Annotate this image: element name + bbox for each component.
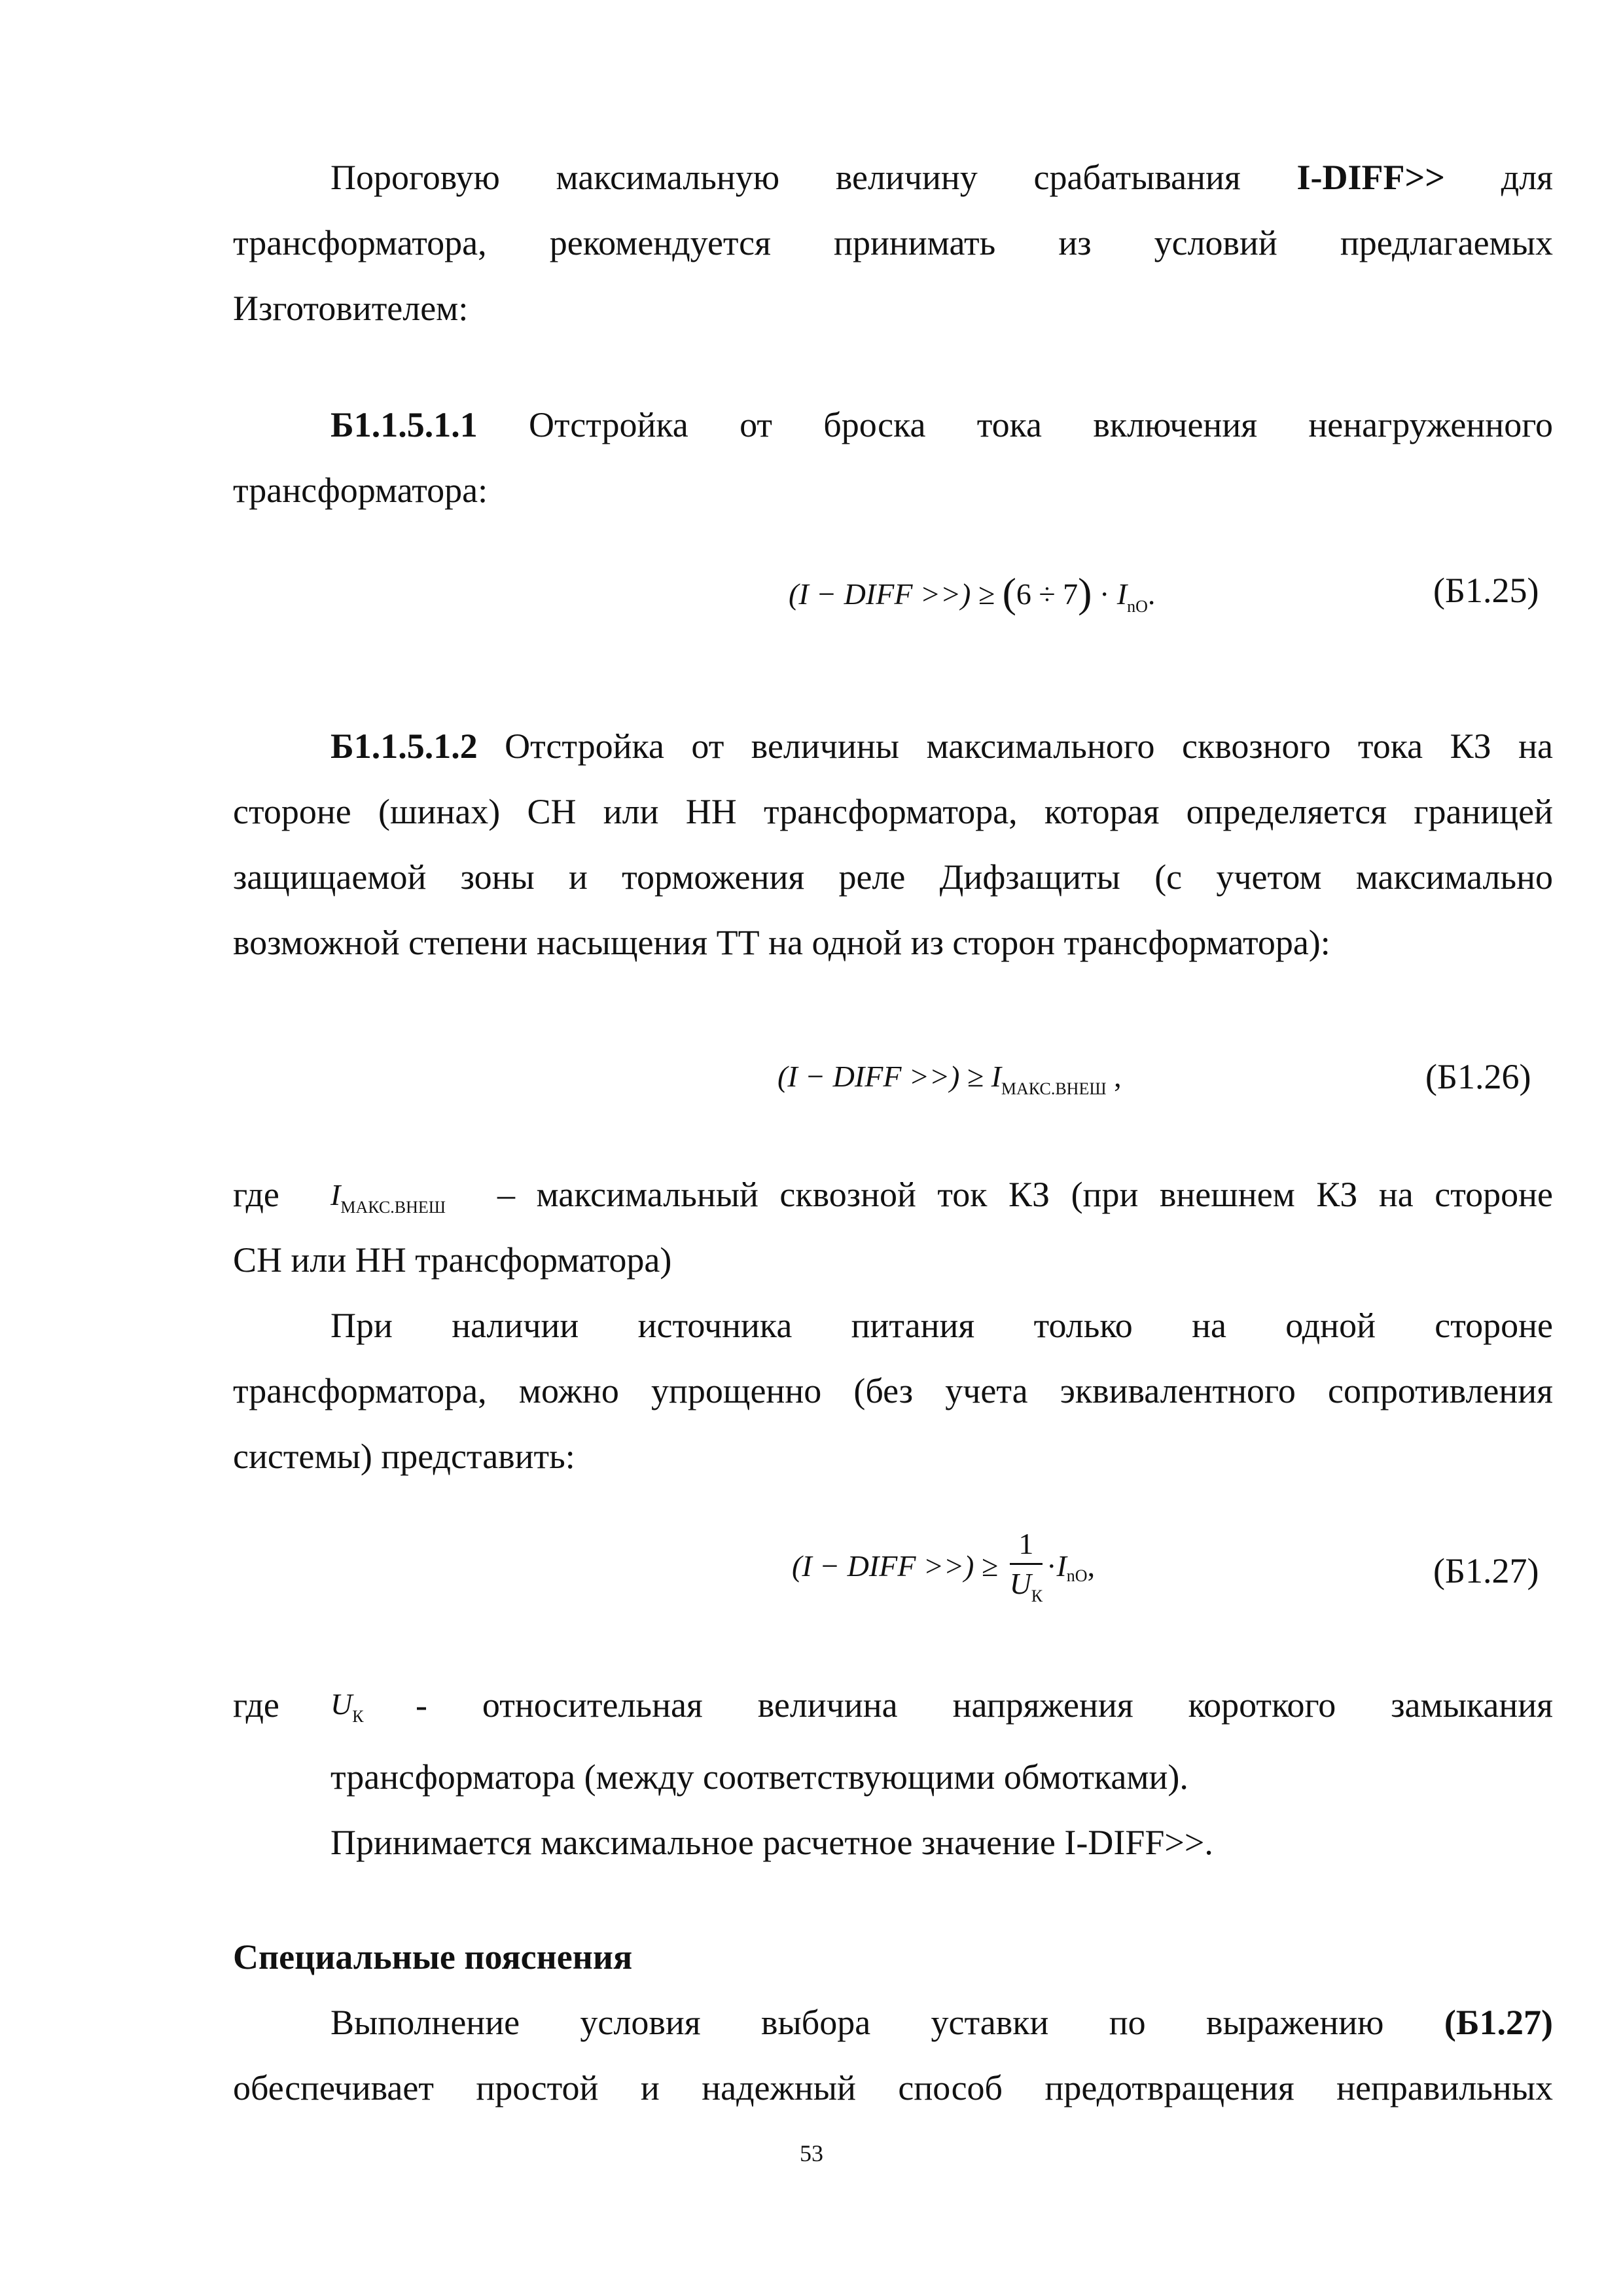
equation-b1-25-tail: . bbox=[1147, 577, 1156, 611]
paragraph-2-line-3: системы) представить: bbox=[233, 1437, 575, 1476]
section-1-number: Б1.1.5.1.1 bbox=[330, 405, 478, 444]
paragraph-1-text-c: для bbox=[1445, 158, 1554, 197]
equation-b1-27-fraction bbox=[1010, 1525, 1043, 1607]
where-2-voltage: U bbox=[330, 1687, 353, 1721]
paragraph-1-line-3: Изготовителем: bbox=[233, 289, 469, 328]
where-1-label: где bbox=[233, 1175, 279, 1214]
equation-b1-27-number: (Б1.27) bbox=[1433, 1551, 1539, 1590]
section-2-line-3: защищаемой зоны и торможения реле Дифзащиты (с учетом максимально bbox=[233, 857, 1553, 897]
special-line-1-text: Выполнение условия выбора уставки по выражению bbox=[330, 2003, 1384, 2042]
where-2-line-2: трансформатора (между соответствующими обмотками). bbox=[330, 1757, 1188, 1797]
equation-b1-26-current: I bbox=[991, 1060, 1001, 1093]
equation-b1-27-den-subscript: К bbox=[1031, 1587, 1043, 1605]
equation-b1-27-subscript: nO bbox=[1066, 1566, 1088, 1585]
paragraph-1-text-a: Пороговую максимальную величину срабатывания bbox=[330, 158, 1297, 197]
equation-b1-26-lhs: (I − DIFF >>) ≥ bbox=[777, 1060, 991, 1093]
equation-b1-27-dot: · bbox=[1046, 1549, 1057, 1583]
equation-b1-26 bbox=[777, 1057, 1122, 1101]
where-2-symbol bbox=[330, 1685, 364, 1729]
equation-b1-25-lhs: (I − DIFF >>) ≥ bbox=[789, 577, 1003, 611]
equation-b1-27-lhs: (I − DIFF >>) ≥ bbox=[792, 1549, 1006, 1583]
special-line-1 bbox=[330, 2000, 1553, 2045]
paragraph-3: Принимается максимальное расчетное значение I-DIFF>>. bbox=[330, 1823, 1213, 1862]
paragraph-1-line-1 bbox=[330, 154, 1553, 200]
where-1-line-2: СН или НН трансформатора) bbox=[233, 1240, 672, 1280]
equation-b1-25-range: 6 ÷ 7 bbox=[1016, 577, 1079, 611]
where-1-symbol bbox=[330, 1175, 446, 1219]
where-2-label: где bbox=[233, 1685, 279, 1725]
special-heading bbox=[233, 1934, 632, 1980]
equation-b1-27 bbox=[792, 1525, 1095, 1607]
where-1-line-1: – максимальный сквозной ток КЗ (при внешнем КЗ на стороне bbox=[497, 1175, 1553, 1214]
equation-b1-27-tail: , bbox=[1087, 1549, 1096, 1583]
where-1-subscript: МАКС.ВНЕШ bbox=[340, 1198, 446, 1217]
page-number: 53 bbox=[800, 2140, 823, 2166]
section-2-line-2: стороне (шинах) СН или НН трансформатора, которая определяется границей bbox=[233, 792, 1553, 831]
equation-b1-26-subscript: МАКС.ВНЕШ bbox=[1001, 1079, 1107, 1098]
equation-b1-26-number: (Б1.26) bbox=[1425, 1057, 1531, 1096]
i-diff-term: I-DIFF>> bbox=[1296, 158, 1446, 197]
special-line-1-ref: (Б1.27) bbox=[1444, 2003, 1554, 2042]
equation-b1-25: (I − DIFF >>) ≥ $(6 \div 7) \cdot I_{nO}$. bbox=[789, 569, 1156, 616]
section-2-title: Отстройка от величины максимального сквозного тока КЗ на bbox=[477, 726, 1553, 766]
special-line-2: обеспечивает простой и надежный способ предотвращения неправильных bbox=[233, 2068, 1553, 2108]
section-2-line-1 bbox=[330, 723, 1553, 769]
equation-b1-27-current: I bbox=[1056, 1549, 1067, 1583]
equation-b1-27-voltage: U bbox=[1009, 1567, 1031, 1600]
equation-b1-26-tail: , bbox=[1106, 1060, 1122, 1093]
where-2-subscript: К bbox=[352, 1707, 364, 1726]
paragraph-2-line-1: При наличии источника питания только на одной стороне bbox=[330, 1306, 1553, 1345]
equation-b1-25-number: (Б1.25) bbox=[1433, 571, 1539, 610]
section-2-number: Б1.1.5.1.2 bbox=[330, 726, 478, 766]
section-1-line-1 bbox=[330, 402, 1553, 448]
section-1-title: Отстройка от броска тока включения ненагруженного bbox=[477, 405, 1553, 444]
equation-b1-27-numerator: 1 bbox=[1010, 1525, 1043, 1565]
where-2-line-1: - относительная величина напряжения короткого замыкания bbox=[416, 1685, 1553, 1725]
where-1-current: I bbox=[330, 1178, 341, 1211]
paragraph-2-line-2: трансформатора, можно упрощенно (без учета эквивалентного сопротивления bbox=[233, 1371, 1553, 1410]
equation-b1-27-denominator bbox=[1010, 1565, 1043, 1607]
section-1-line-2: трансформатора: bbox=[233, 471, 488, 510]
equation-b1-25-subscript: nO bbox=[1127, 597, 1148, 616]
special-heading-text: Специальные пояснения bbox=[233, 1937, 633, 1977]
paragraph-1-line-2: трансформатора, рекомендуется принимать из условий предлагаемых bbox=[233, 223, 1553, 262]
section-2-line-4: возможной степени насыщения ТТ на одной из сторон трансформатора): bbox=[233, 923, 1330, 962]
equation-b1-25-current: I bbox=[1116, 577, 1128, 611]
